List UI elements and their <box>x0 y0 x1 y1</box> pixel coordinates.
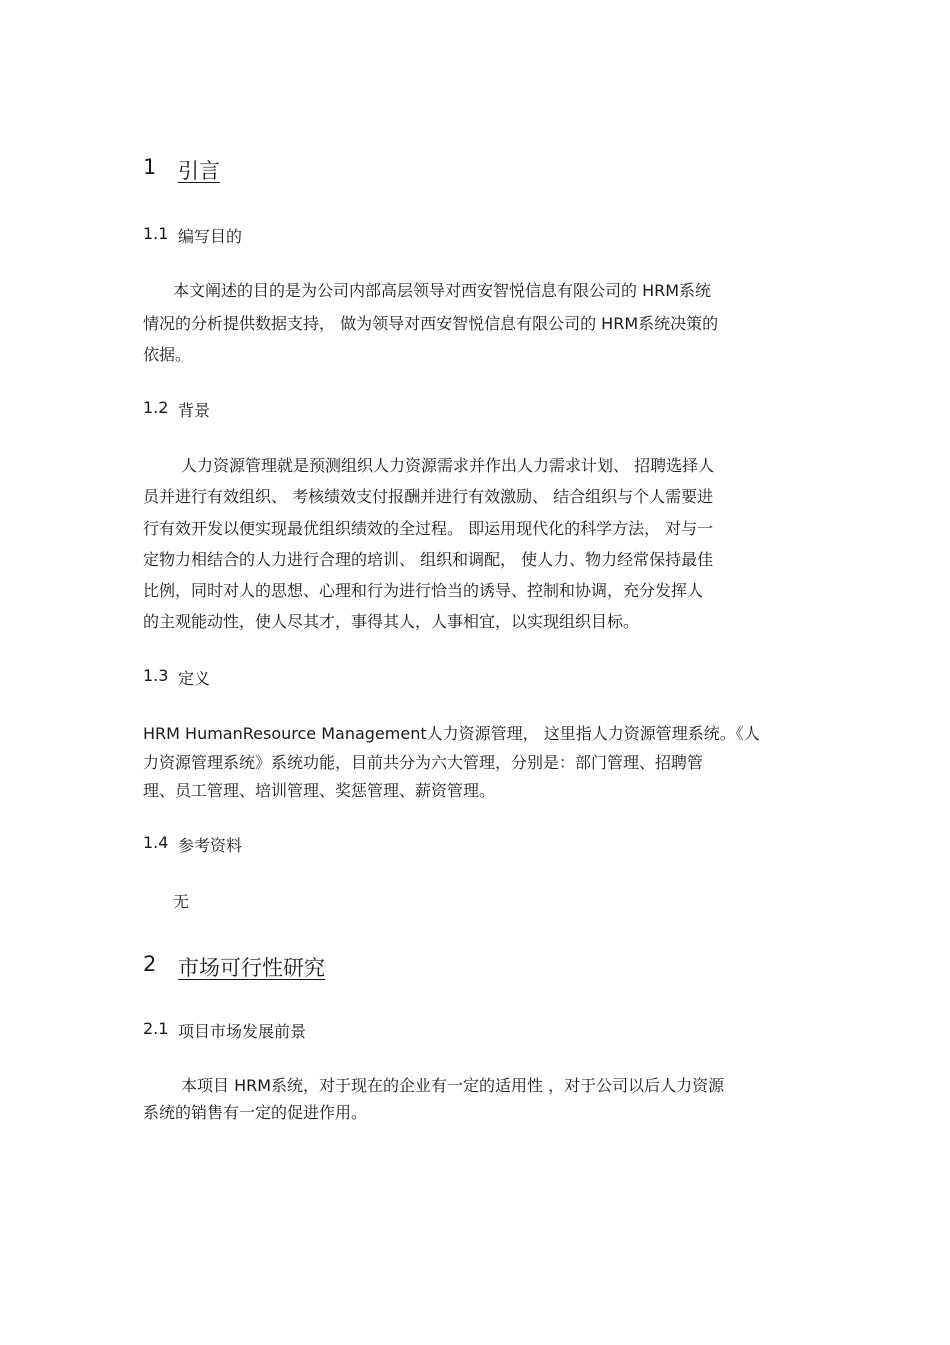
paragraph-line: 系统的销售有一定的促进作用。 <box>143 1103 368 1122</box>
section-heading-1 <box>143 155 443 183</box>
paragraph-line: HRM HumanResource Management人力资源管理， 这里指人力资源管理系统。《人 <box>143 724 760 743</box>
section-number: 2 <box>143 952 157 976</box>
subsection-title: 项目市场发展前景 <box>178 1022 307 1041</box>
section-heading-2 <box>143 952 443 980</box>
paragraph-line: 力资源管理系统》系统功能，目前共分为六大管理，分别是：部门管理、招聘管 <box>143 753 704 772</box>
paragraph-line: 无 <box>173 892 190 911</box>
paragraph-line: 定物力相结合的人力进行合理的培训、 组织和调配， 使人力、物力经常保持最佳 <box>143 550 714 569</box>
subsection-title: 参考资料 <box>178 836 243 855</box>
subsection-number: 1.1 <box>143 224 169 243</box>
paragraph-line: 比例，同时对人的思想、心理和行为进行恰当的诱导、控制和协调，充分发挥人 <box>143 581 704 600</box>
paragraph-line: 员并进行有效组织、 考核绩效支付报酬并进行有效激励、 结合组织与个人需要进 <box>143 487 714 506</box>
paragraph-line: 情况的分析提供数据支持， 做为领导对西安智悦信息有限公司的 HRM系统决策的 <box>143 314 719 333</box>
subsection-heading-1-2 <box>143 398 443 418</box>
subsection-title: 编写目的 <box>178 227 243 246</box>
paragraph-line: 人力资源管理就是预测组织人力资源需求并作出人力需求计划、 招聘选择人 <box>181 456 715 475</box>
subsection-number: 1.4 <box>143 833 169 852</box>
paragraph-line: 本文阐述的目的是为公司内部高层领导对西安智悦信息有限公司的 HRM系统 <box>173 281 712 300</box>
subsection-number: 1.2 <box>143 398 169 417</box>
paragraph-line: 依据。 <box>143 345 192 364</box>
paragraph-line: 行有效开发以便实现最优组织绩效的全过程。 即运用现代化的科学方法， 对与一 <box>143 519 714 538</box>
subsection-number: 1.3 <box>143 666 169 685</box>
subsection-heading-1-3 <box>143 666 443 686</box>
paragraph-line: 的主观能动性，使人尽其才，事得其人，人事相宜，以实现组织目标。 <box>143 612 640 631</box>
section-title: 引言 <box>178 159 220 183</box>
paragraph-line: 理、员工管理、培训管理、奖惩管理、薪资管理。 <box>143 781 496 800</box>
subsection-number: 2.1 <box>143 1019 169 1038</box>
subsection-heading-1-4 <box>143 833 443 853</box>
section-title: 市场可行性研究 <box>178 956 325 980</box>
subsection-title: 背景 <box>178 401 211 420</box>
section-number: 1 <box>143 155 157 179</box>
subsection-title: 定义 <box>178 669 211 688</box>
subsection-heading-1-1 <box>143 224 443 244</box>
paragraph-line: 本项目 HRM系统，对于现在的企业有一定的适用性 ，对于公司以后人力资源 <box>181 1076 725 1095</box>
subsection-heading-2-1 <box>143 1019 443 1039</box>
